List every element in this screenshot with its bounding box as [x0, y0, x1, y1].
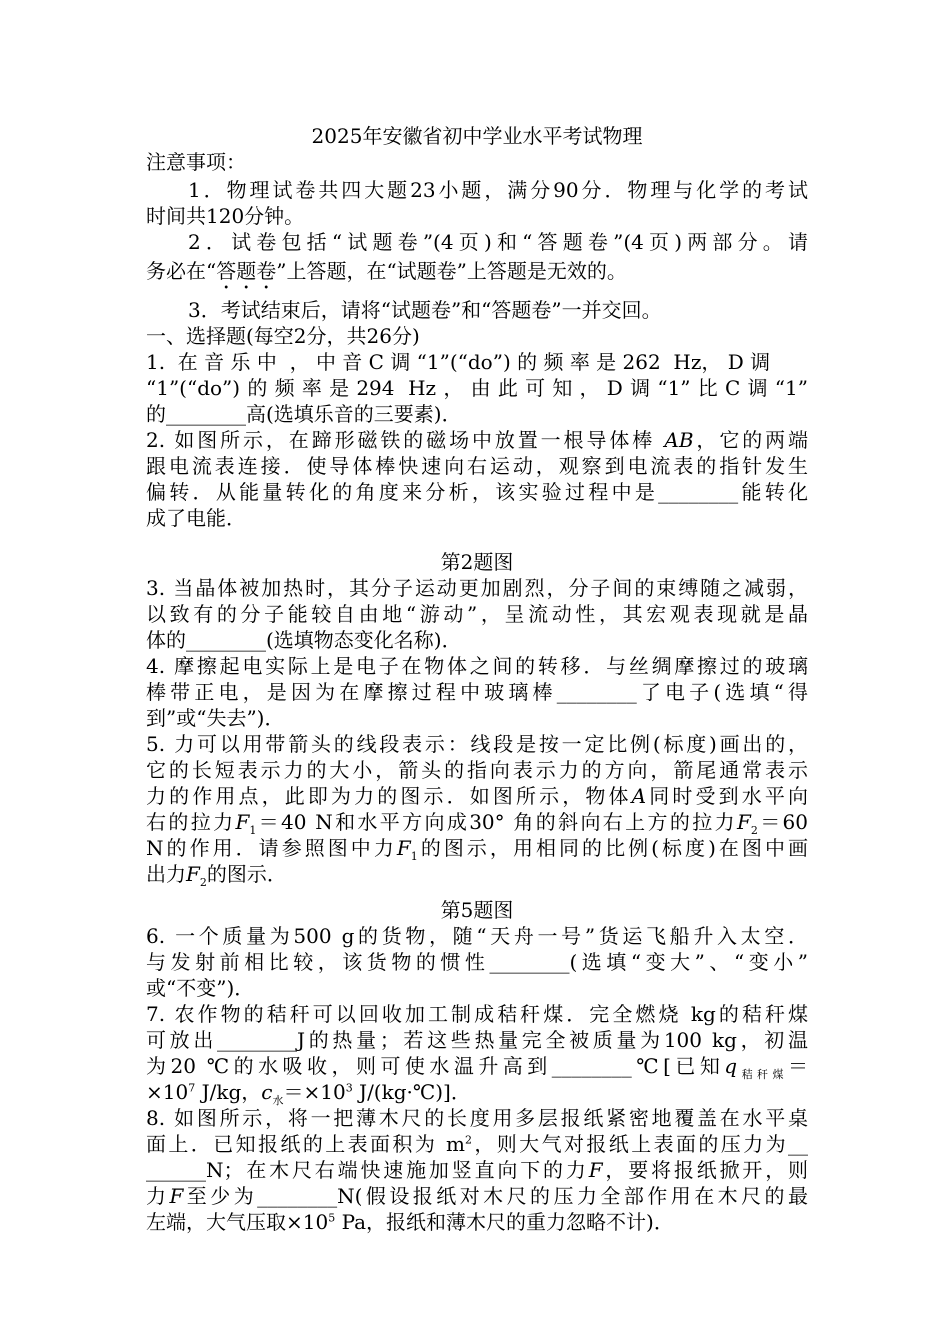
text-run: ______N；在木尺右端快速施加竖直向下的力	[146, 1158, 589, 1182]
text-run: 的图示．	[206, 862, 287, 886]
variable-text: A	[631, 784, 647, 808]
text-run: ＝40 N和水平方向成30° 角的斜向右上方的拉力	[256, 810, 737, 834]
text-run: 左端，大气压取×10	[146, 1210, 329, 1234]
figure-5-caption: 第5题图	[440, 898, 514, 922]
text-run: Pa，报纸和薄木尺的重力忽略不计)．	[335, 1210, 674, 1234]
figure-2-caption: 第2题图	[440, 550, 514, 574]
subscript: 水	[272, 1094, 284, 1107]
question-7-line-1: 7. 农作物的秸秆可以回收加工制成秸秆煤．完全燃烧 kg的秸秆煤	[146, 1002, 808, 1026]
question-5-line-4	[146, 809, 808, 835]
text-run: ，它的两端	[693, 428, 809, 452]
subscript: 2	[750, 824, 758, 837]
text-run: 力	[146, 1184, 170, 1208]
question-7-line-4	[146, 1079, 808, 1105]
text-run: ，要将报纸掀开，则	[602, 1158, 809, 1182]
text-run: 面上．已知报纸的上表面积为 m	[146, 1132, 465, 1156]
question-1-line-3: 的________高(选填乐音的三要素)．	[146, 402, 462, 426]
variable-text: F	[235, 810, 250, 834]
question-4-line-1: 4. 摩擦起电实际上是电子在物体之间的转移．与丝绸摩擦过的玻璃	[146, 654, 808, 678]
text-run: 2. 如图所示，在蹄形磁铁的磁场中放置一根导体棒	[146, 428, 665, 452]
question-1-line-2: “1”(“do”)的频率是294 Hz，由此可知，D调“1”比C调“1”	[146, 376, 808, 400]
question-2-line-2: 跟电流表连接．使导体棒快速向右运动，观察到电流表的指针发生	[146, 454, 808, 478]
question-1-line-1: 1. 在 音 乐 中 ， 中 音 C 调 “1”(“do”) 的 频 率 是 262 Hz， D 调	[146, 350, 771, 374]
question-3-line-1: 3. 当晶体被加热时，其分子运动更加剧烈，分子间的束缚随之减弱，	[146, 576, 808, 600]
notice-item-3: 3．考试结束后，请将“试题卷”和“答题卷”一并交回。	[188, 298, 662, 322]
question-4-line-3: 到”或“失去”)．	[146, 706, 285, 730]
subscript: 1	[410, 850, 418, 863]
question-2-line-1	[146, 427, 808, 453]
text-run: N的作用．请参照图中力	[146, 836, 397, 860]
question-6-line-2: 与发射前相比较，该货物的惯性________(选填“变大”、“变小”	[146, 950, 808, 974]
question-5-line-1: 5. 力可以用带箭头的线段表示：线段是按一定比例(标度)画出的，	[146, 732, 808, 756]
superscript: 5	[328, 1211, 336, 1225]
notice-item-2-line-2	[146, 258, 808, 284]
variable-text: c	[261, 1080, 273, 1104]
question-2-line-3: 偏转．从能量转化的角度来分析，该实验过程中是________能转化	[146, 480, 808, 504]
variable-text: AB	[664, 428, 694, 452]
question-3-line-2: 以致有的分子能较自由地“游动”，呈流动性，其宏观表现就是晶	[146, 602, 808, 626]
variable-text: F	[396, 836, 411, 860]
notice-item-2-line-1: 2．试卷包括“试题卷”(4页)和“答题卷”(4页)两部分。请	[188, 230, 808, 254]
question-7-line-3	[146, 1053, 808, 1079]
text-run: ×10	[146, 1080, 189, 1104]
text-run: 为20 ℃的水吸收，则可使水温升高到________℃[已知	[146, 1054, 725, 1078]
text-run: 务必在“	[146, 259, 217, 283]
variable-text: F	[186, 862, 200, 886]
question-8-line-4	[146, 1183, 808, 1209]
variable-text: F	[736, 810, 751, 834]
text-run: 右的拉力	[146, 810, 236, 834]
text-run: ＝×10	[283, 1080, 346, 1104]
text-run: ”上答题，在“试题卷”上答题是无效的。	[276, 259, 627, 283]
superscript: 2	[464, 1133, 472, 1147]
question-6-line-3: 或“不变”)．	[146, 976, 255, 1000]
superscript: 3	[345, 1081, 353, 1095]
text-run: 出力	[146, 862, 186, 886]
variable-text: F	[588, 1158, 603, 1182]
superscript: 7	[188, 1081, 196, 1095]
subscript: 秸秆煤	[737, 1068, 789, 1081]
text-run: 同时受到水平向	[646, 784, 809, 808]
text-run: ，则大气对报纸上表面的压力为__	[471, 1132, 809, 1156]
question-4-line-2: 棒带正电，是因为在摩擦过程中玻璃棒________了电子(选填“得	[146, 680, 808, 704]
question-5-line-3	[146, 783, 808, 809]
question-8-line-1: 8. 如图所示，将一把薄木尺的长度用多层报纸紧密地覆盖在水平桌	[146, 1106, 808, 1130]
text-run: ＝60	[757, 810, 809, 834]
page-title: 2025年安徽省初中学业水平考试物理	[311, 124, 643, 148]
notice-heading: 注意事项：	[146, 150, 246, 174]
question-7-line-2: 可放出________J的热量；若这些热量完全被质量为100 kg，初温	[146, 1028, 808, 1052]
question-5-line-5	[146, 835, 808, 861]
text-run: 的图示，用相同的比例(标度)在图中画	[417, 836, 809, 860]
question-2-line-4: 成了电能．	[146, 506, 246, 530]
question-8-line-3	[146, 1157, 808, 1183]
text-run: 力的作用点，此即为力的图示．如图所示，物体	[146, 784, 632, 808]
variable-text: q	[724, 1054, 738, 1078]
question-3-line-3: 体的________(选填物态变化名称)．	[146, 628, 462, 652]
question-6-line-1: 6. 一个质量为500 g的货物，随“天舟一号”货运飞船升入太空．	[146, 924, 808, 948]
text-run: 至少为________N(假设报纸对木尺的压力全部作用在木尺的最	[183, 1184, 808, 1208]
question-5-line-2: 它的长短表示力的大小，箭头的指向表示力的方向，箭尾通常表示	[146, 758, 808, 782]
notice-item-1-line-1: 1．物理试卷共四大题23小题，满分90分．物理与化学的考试	[188, 178, 808, 202]
variable-text: F	[169, 1184, 184, 1208]
subscript: 2	[199, 876, 207, 889]
question-8-line-2	[146, 1131, 808, 1157]
text-run: J/(kg·℃)]．	[352, 1080, 471, 1104]
emphasized-text: 答题卷	[216, 259, 277, 283]
text-run: J/kg，	[195, 1080, 262, 1104]
notice-item-1-line-2: 时间共120分钟。	[146, 204, 305, 228]
question-8-line-5	[146, 1209, 808, 1235]
section-heading: 一、选择题(每空2分，共26分)	[146, 324, 420, 348]
question-5-line-6	[146, 861, 808, 887]
subscript: 1	[249, 824, 257, 837]
text-run: ＝	[788, 1054, 809, 1078]
